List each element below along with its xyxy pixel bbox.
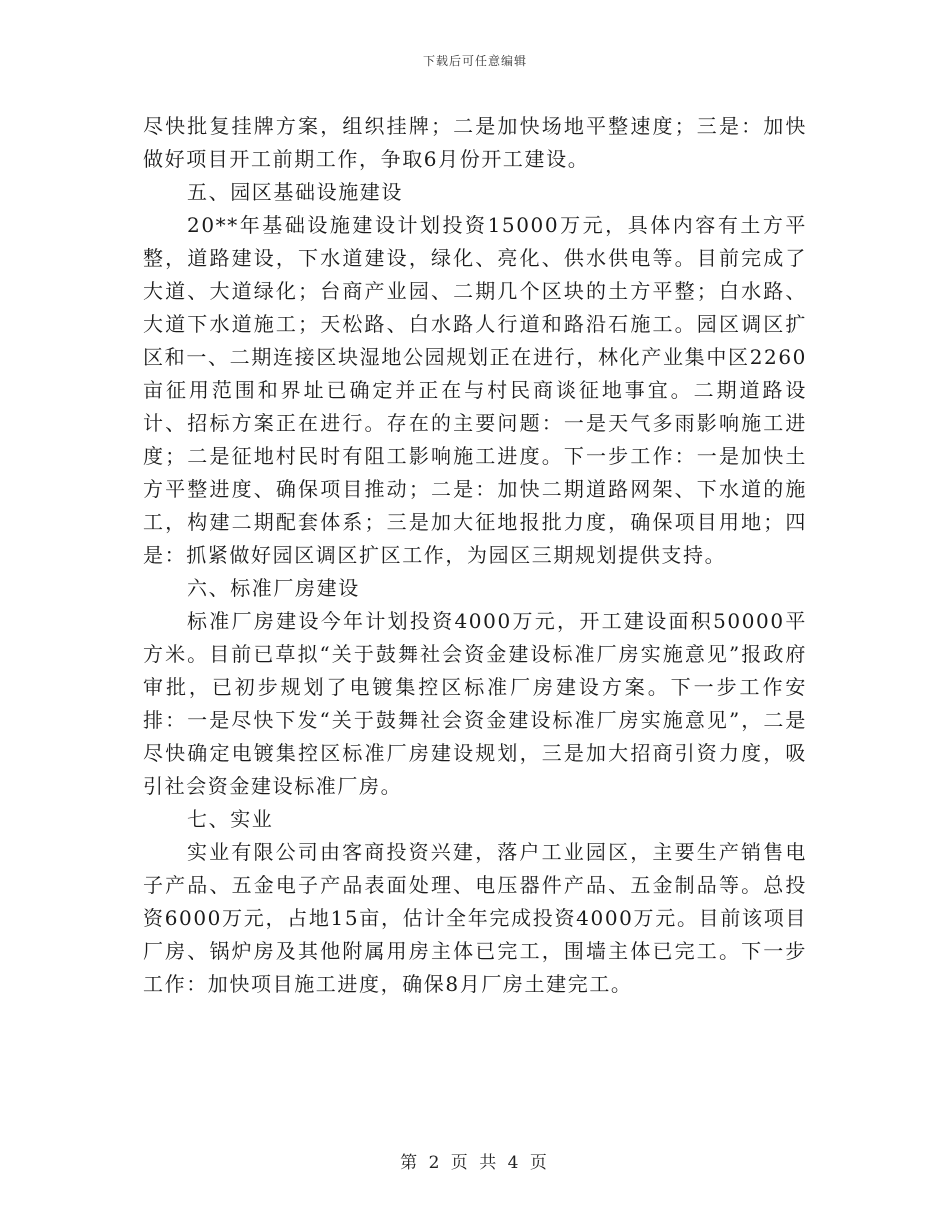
page-footer: 第 2 页 共 4 页: [400, 1153, 550, 1173]
paragraph-standard-factory: 标准厂房建设今年计划投资4000万元，开工建设面积50000平方米。目前已草拟“关于鼓舞社会资金建设标准厂房实施意见”报政府审批，已初步规划了电镀集控区标准厂房建设方案。下一步工作安排：一是尽快下发“关于鼓舞社会资金建设标准厂房实施意见”，二是尽快确定电镀集控区标准厂房建设规划，三是加大招商引资力度，吸引社会资金建设标准厂房。: [143, 609, 807, 798]
section-heading-7: 七、实业: [187, 807, 274, 831]
paragraph-industry: 实业有限公司由客商投资兴建，落户工业园区，主要生产销售电子产品、五金电子产品表面处理、电压器件产品、五金制品等。总投资6000万元，占地15亩，估计全年完成投资4000万元。目前该项目厂房、锅炉房及其他附属用房主体已完工，围墙主体已完工。下一步工作：加快项目施工进度，确保8月厂房土建完工。: [143, 840, 807, 996]
page-header: 下载后可任意编辑: [422, 54, 527, 68]
document-body: [143, 110, 807, 1001]
paragraph-infrastructure: 20**年基础设施建设计划投资15000万元，具体内容有土方平整，道路建设，下水道建设，绿化、亮化、供水供电等。目前完成了大道、大道绿化；台商产业园、二期几个区块的土方平整；白水路、大道下水道施工；天松路、白水路人行道和路沿石施工。园区调区扩区和一、二期连接区块湿地公园规划正在进行，林化产业集中区2260亩征用范围和界址已确定并正在与村民商谈征地事宜。二期道路设计、招标方案正在进行。存在的主要问题：一是天气多雨影响施工进度；二是征地村民时有阻工影响施工进度。下一步工作：一是加快土方平整进度、确保项目推动；二是：加快二期道路网架、下水道的施工，构建二期配套体系；三是加大征地报批力度，确保项目用地；四是：抓紧做好园区调区扩区工作，为园区三期规划提供支持。: [143, 213, 807, 567]
paragraph-continuation: 尽快批复挂牌方案，组织挂牌；二是加快场地平整速度；三是：加快做好项目开工前期工作，争取6月份开工建设。: [143, 114, 807, 171]
section-heading-6: 六、标准厂房建设: [187, 576, 360, 600]
section-heading-5: 五、园区基础设施建设: [187, 180, 403, 204]
